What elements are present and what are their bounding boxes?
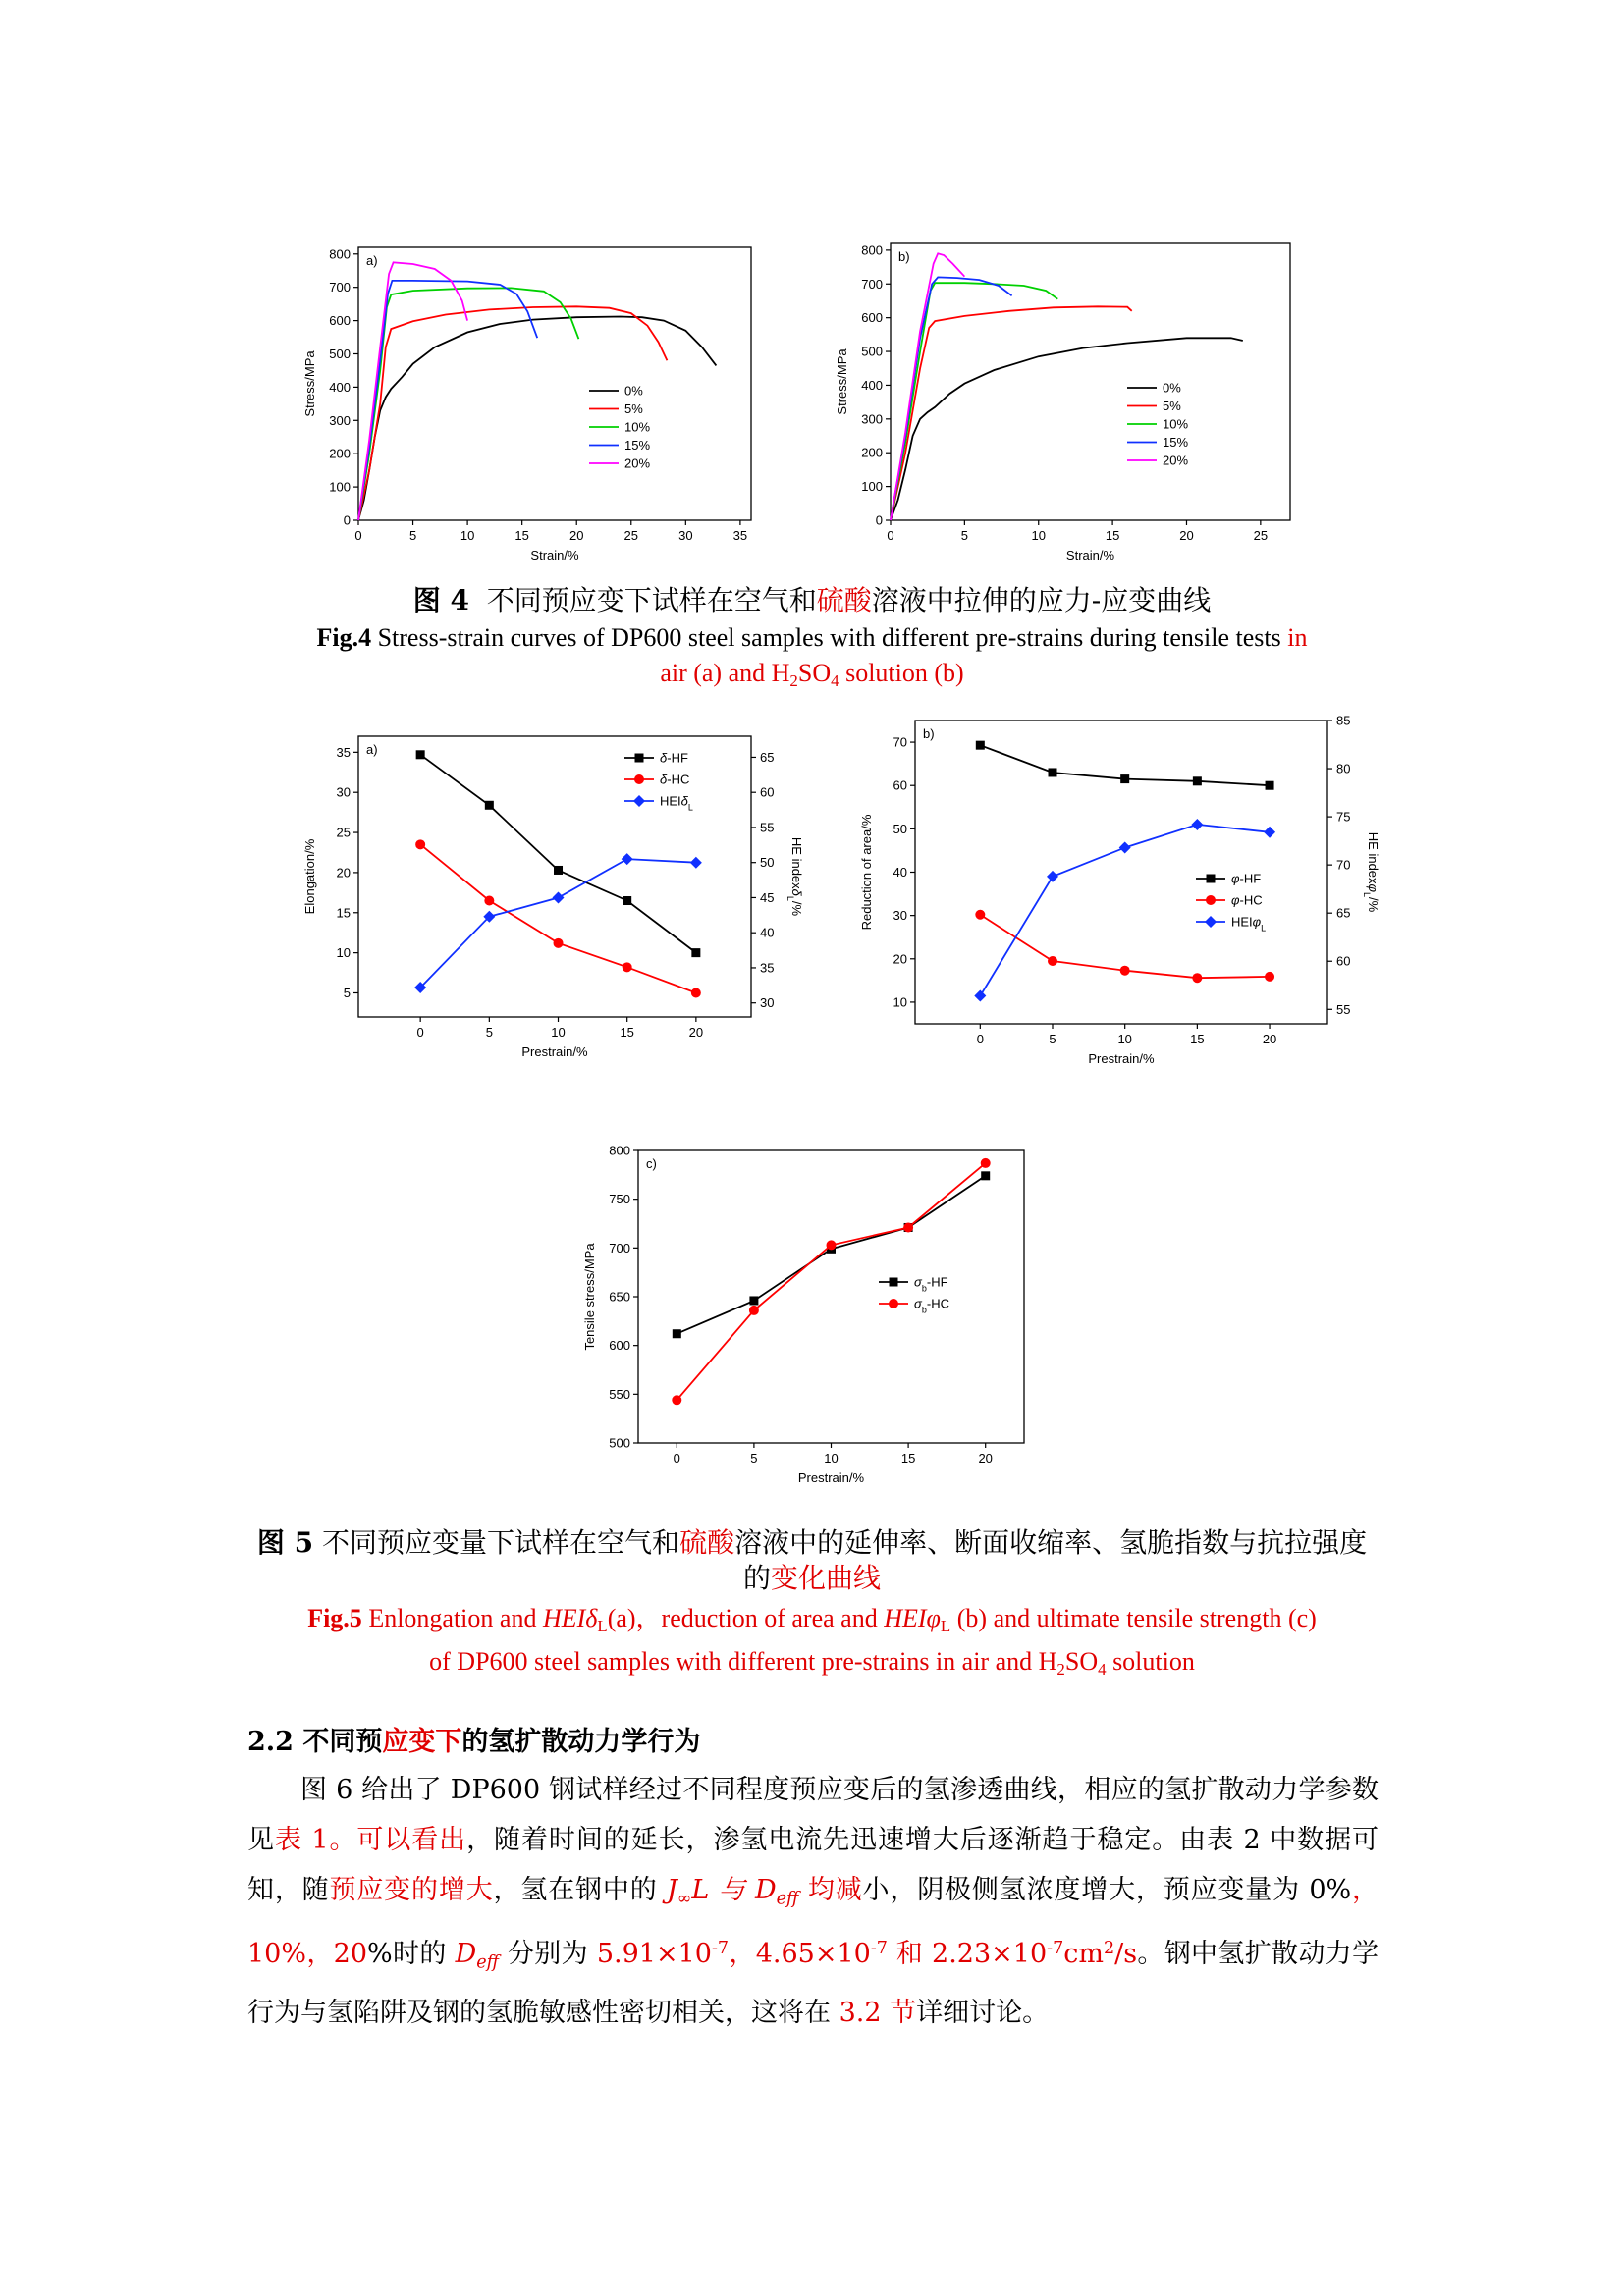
x-tick-label: 0 [416, 1025, 424, 1040]
x-tick-label: 25 [623, 528, 639, 543]
y2-tick-label: 70 [1336, 857, 1351, 873]
y-tick-label: 650 [609, 1289, 630, 1305]
series-line [358, 262, 467, 520]
data-point [672, 1395, 681, 1405]
x-tick-label: 5 [750, 1451, 758, 1466]
legend-label: φ-HF [1231, 871, 1262, 886]
data-point [981, 1158, 991, 1168]
data-point [415, 839, 425, 849]
data-point [827, 1245, 836, 1254]
y-tick-label: 550 [609, 1386, 630, 1402]
x-tick-label: 10 [551, 1025, 566, 1040]
data-point [691, 988, 701, 997]
legend-label: 0% [624, 383, 643, 399]
legend-marker [635, 754, 644, 763]
data-point [904, 1223, 913, 1232]
data-point [1264, 827, 1275, 838]
x-axis-label: Strain/% [1065, 548, 1115, 562]
x-tick-label: 0 [673, 1451, 680, 1466]
y-axis-label: Tensile stress/MPa [582, 1243, 597, 1351]
legend-label: HEIδ$_L$ [660, 793, 693, 813]
series-line [677, 1163, 985, 1400]
series-line [358, 281, 537, 520]
data-point [981, 1171, 990, 1180]
plot-frame [358, 247, 751, 520]
x-tick-label: 15 [620, 1025, 634, 1040]
legend-label: 0% [1163, 380, 1181, 396]
data-point [975, 910, 985, 920]
y-tick-label: 600 [329, 313, 351, 329]
legend-label: 10% [1163, 416, 1189, 432]
y-axis-label: Stress/MPa [302, 350, 317, 417]
y-axis-label: Reduction of area/% [859, 814, 874, 931]
x-axis-label: Prestrain/% [521, 1044, 588, 1059]
panel-label: b) [923, 726, 935, 741]
series-line [980, 825, 1270, 996]
x-tick-label: 15 [900, 1451, 916, 1466]
x-tick-label: 25 [1253, 528, 1269, 543]
y-tick-label: 700 [861, 276, 883, 292]
data-point [483, 911, 495, 923]
x-tick-label: 0 [976, 1032, 984, 1046]
y2-axis-label: HE indexφ$_L$/% [1362, 831, 1380, 913]
legend-marker [1206, 895, 1216, 905]
y-tick-label: 25 [336, 825, 351, 840]
x-tick-label: 10 [1031, 528, 1046, 543]
y-tick-label: 100 [861, 479, 883, 495]
data-point [622, 853, 633, 865]
data-point [1049, 768, 1057, 776]
y-axis-label: Stress/MPa [835, 348, 849, 415]
x-tick-label: 20 [978, 1451, 993, 1466]
fig4-caption-cn: 图 4 不同预应变下试样在空气和硫酸溶液中拉伸的应力-应变曲线 [412, 584, 1212, 616]
y2-tick-label: 75 [1336, 809, 1351, 825]
y-tick-label: 500 [609, 1435, 630, 1451]
series-line [891, 277, 1012, 520]
y-tick-label: 500 [329, 346, 351, 361]
legend-marker [1205, 916, 1217, 928]
y-tick-label: 300 [329, 412, 351, 428]
plot-frame [638, 1150, 1024, 1443]
x-tick-label: 15 [1105, 528, 1120, 543]
series-line [420, 755, 696, 953]
data-point [691, 948, 700, 957]
legend-marker [889, 1299, 898, 1308]
legend-label: 10% [624, 419, 651, 435]
legend-label: 5% [1163, 399, 1181, 413]
data-point [553, 891, 565, 903]
y-tick-label: 60 [893, 777, 907, 793]
x-tick-label: 0 [354, 528, 362, 543]
x-tick-label: 15 [1190, 1032, 1205, 1046]
data-point [1266, 781, 1274, 790]
y2-tick-label: 50 [760, 855, 775, 871]
y-tick-label: 50 [893, 821, 907, 836]
x-tick-label: 20 [1262, 1032, 1277, 1046]
y-tick-label: 500 [861, 344, 883, 359]
y-tick-label: 10 [893, 994, 907, 1010]
y2-tick-label: 65 [1336, 905, 1351, 921]
data-point [485, 801, 494, 810]
x-axis-label: Prestrain/% [1088, 1051, 1155, 1066]
data-point [749, 1296, 758, 1305]
y-tick-label: 800 [329, 246, 351, 262]
legend-marker [1207, 875, 1216, 883]
y-tick-label: 700 [609, 1240, 630, 1255]
data-point [414, 982, 426, 993]
y2-tick-label: 65 [760, 749, 775, 765]
y-tick-label: 20 [893, 951, 907, 967]
data-point [673, 1329, 681, 1338]
fig5-caption-en: Fig.5 Enlongation and HEIδ$_L$(a)，reduction of area and HEIφ$_L$ (b) and ultimate tensile strength (c) of DP600 steel samples with different pre-strains in air and $H_2SO_4$ solution [307, 1604, 1317, 1680]
plot-frame [891, 243, 1290, 520]
y-tick-label: 600 [861, 310, 883, 326]
y-axis-label: Elongation/% [302, 838, 317, 915]
data-point [1120, 966, 1130, 976]
plot-frame [358, 736, 751, 1017]
data-point [1120, 774, 1129, 783]
x-tick-label: 35 [732, 528, 748, 543]
plot-frame [915, 721, 1327, 1024]
x-tick-label: 15 [514, 528, 529, 543]
y2-tick-label: 35 [760, 960, 775, 976]
y-tick-label: 15 [336, 905, 351, 921]
data-point [1047, 871, 1058, 882]
series-line [891, 283, 1057, 520]
x-tick-label: 5 [485, 1025, 493, 1040]
legend-label: $\sigma_b-HC$ [914, 1296, 949, 1315]
legend-marker [634, 774, 644, 784]
x-axis-label: Strain/% [530, 548, 579, 562]
series-line [891, 253, 964, 520]
data-point [416, 750, 425, 759]
y-tick-label: 800 [609, 1143, 630, 1158]
legend-label: $\sigma_b-HF$ [914, 1274, 948, 1294]
legend-marker [890, 1278, 898, 1287]
data-point [1048, 956, 1057, 966]
y2-tick-label: 55 [1336, 1001, 1351, 1017]
data-point [623, 896, 631, 905]
legend-label: 15% [1163, 435, 1189, 450]
data-point [1119, 841, 1131, 853]
legend-label: 15% [624, 438, 651, 453]
y-tick-label: 200 [329, 446, 351, 461]
y2-tick-label: 80 [1336, 761, 1351, 776]
y2-axis-label: HE indexδ$_L$/% [785, 836, 804, 917]
y2-tick-label: 40 [760, 925, 775, 940]
data-point [976, 741, 985, 750]
y-tick-label: 30 [336, 784, 351, 800]
series-line [420, 844, 696, 992]
y-tick-label: 600 [609, 1338, 630, 1354]
x-tick-label: 30 [678, 528, 693, 543]
y2-tick-label: 45 [760, 889, 775, 905]
x-tick-label: 5 [960, 528, 968, 543]
y-tick-label: 0 [875, 512, 883, 528]
data-point [484, 896, 494, 906]
legend-label: 20% [624, 455, 651, 471]
y-tick-label: 300 [861, 411, 883, 427]
section-heading: 2.2 不同预应变下的氢扩散动力学行为 [247, 1727, 701, 1757]
x-tick-label: 20 [688, 1025, 704, 1040]
series-line [358, 306, 667, 520]
fig4-caption-en: Fig.4 Stress-strain curves of DP600 steel samples with different pre-strains during tensile tests in air (a) and $H_2SO_4$ solution (b) [316, 623, 1308, 691]
x-tick-label: 20 [1179, 528, 1194, 543]
y-tick-label: 70 [893, 734, 907, 750]
y-tick-label: 5 [343, 985, 351, 1000]
panel-label: a) [366, 253, 378, 268]
x-tick-label: 20 [568, 528, 584, 543]
y2-tick-label: 60 [1336, 953, 1351, 969]
y-tick-label: 35 [336, 744, 351, 760]
legend-label: 5% [624, 401, 643, 416]
series-line [891, 306, 1132, 520]
y2-tick-label: 30 [760, 995, 775, 1011]
data-point [749, 1306, 759, 1315]
y-tick-label: 30 [893, 908, 907, 924]
x-tick-label: 10 [460, 528, 475, 543]
x-tick-label: 10 [1117, 1032, 1132, 1046]
series-line [358, 288, 578, 520]
panel-label: b) [898, 249, 910, 264]
data-point [554, 938, 564, 948]
data-point [1192, 973, 1202, 983]
y-tick-label: 40 [893, 865, 907, 880]
legend-label: 20% [1163, 453, 1189, 468]
legend-label: HEIφ$_L$ [1231, 914, 1267, 934]
x-tick-label: 10 [824, 1451, 839, 1466]
data-point [690, 857, 702, 869]
y-tick-label: 750 [609, 1192, 630, 1207]
legend-label: φ-HC [1231, 892, 1263, 908]
y2-tick-label: 60 [760, 784, 775, 800]
y-tick-label: 800 [861, 242, 883, 258]
y-tick-label: 0 [343, 512, 351, 528]
y-tick-label: 200 [861, 445, 883, 460]
data-point [1265, 972, 1274, 982]
y-tick-label: 400 [861, 377, 883, 393]
body-paragraph: 图 6 给出了 DP600 钢试样经过不同程度预应变后的氢渗透曲线，相应的氢扩散动力学参数见表 1。可以看出，随着时间的延长，渗氢电流先迅速增大后逐渐趋于稳定。由表 2 中数据可知，随预应变的增大，氢在钢中的 $J_\infty L$ 与 $D_{eff}$ 均减小，阴极侧氢浓度增大，预应变量为 0%，10%，20%时的 $D_{eff}$ 分别为 $5.91\times 10^{-7}$，$4.65\times 10^{-7}$ 和 $2.23\times 10^{-7}cm^2/s$。钢中氢扩散动力学行为与氢陷阱及钢的氢脆敏感性密切相关，这将在 3.2 节详细讨论。 [247, 1775, 1380, 2029]
y-tick-label: 700 [329, 280, 351, 295]
data-point [974, 990, 986, 1002]
fig5-caption-cn: 图 5 不同预应变量下试样在空气和硫酸溶液中的延伸率、断面收缩率、氢脆指数与抗拉强度 的变化曲线 [256, 1526, 1368, 1594]
data-point [623, 962, 632, 972]
x-tick-label: 0 [887, 528, 894, 543]
series-line [420, 859, 696, 988]
y2-tick-label: 85 [1336, 713, 1351, 728]
data-point [903, 1222, 913, 1232]
legend-marker [633, 795, 645, 807]
x-tick-label: 5 [1049, 1032, 1056, 1046]
series-line [891, 338, 1243, 520]
data-point [1191, 819, 1203, 830]
data-point [827, 1240, 837, 1250]
series-line [358, 317, 716, 521]
y-tick-label: 400 [329, 379, 351, 395]
y-tick-label: 10 [336, 945, 351, 961]
data-point [1193, 776, 1202, 785]
y-tick-label: 100 [329, 479, 351, 495]
y2-tick-label: 55 [760, 820, 775, 835]
series-line [677, 1176, 985, 1334]
legend-label: δ-HC [660, 772, 690, 787]
panel-label: c) [646, 1156, 657, 1171]
data-point [554, 866, 563, 875]
x-tick-label: 5 [408, 528, 417, 543]
legend-label: δ-HF [660, 750, 688, 766]
x-axis-label: Prestrain/% [797, 1470, 865, 1485]
series-line [980, 745, 1270, 785]
series-line [980, 915, 1270, 978]
panel-label: a) [366, 742, 378, 757]
y-tick-label: 20 [336, 865, 351, 881]
